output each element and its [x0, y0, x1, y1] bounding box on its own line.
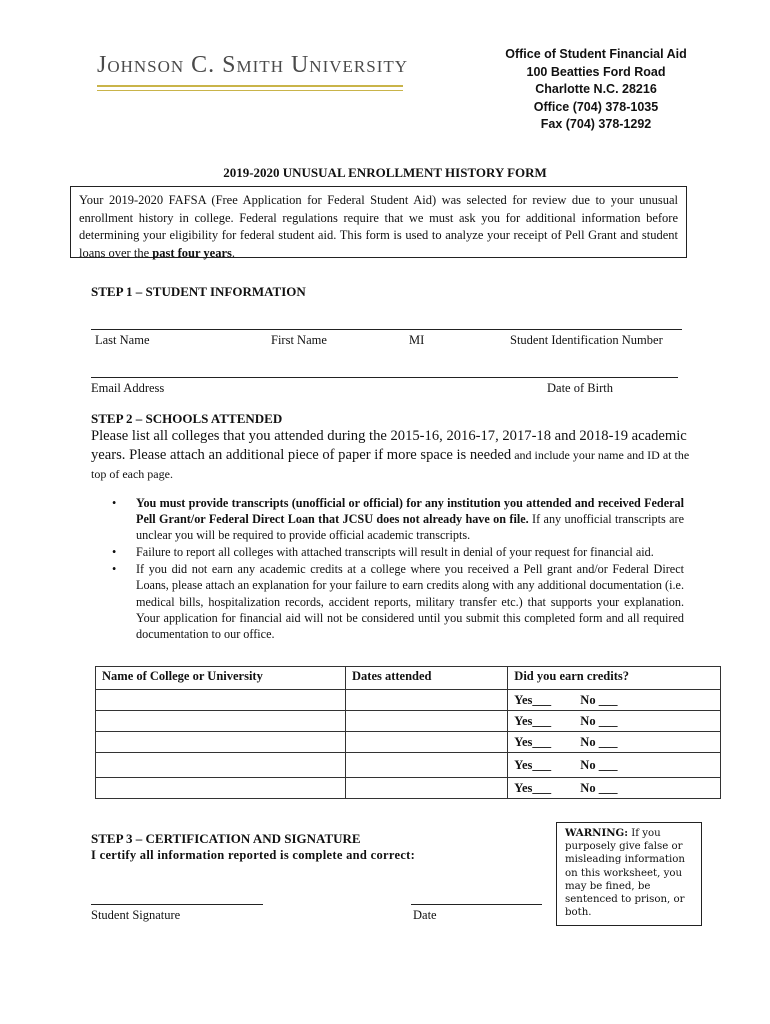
no-option[interactable]: No ___	[580, 692, 618, 707]
dates-attended-cell[interactable]	[346, 732, 508, 753]
no-option[interactable]: No ___	[580, 780, 618, 795]
college-name-cell[interactable]	[96, 711, 346, 732]
no-option[interactable]: No ___	[580, 713, 618, 728]
office-city: Charlotte N.C. 28216	[535, 82, 657, 96]
logo-text: Johnson C. Smith University	[97, 52, 409, 78]
credits-cell[interactable]	[508, 690, 721, 711]
intro-bold: past four years	[152, 245, 232, 260]
dates-attended-cell[interactable]	[346, 778, 508, 799]
college-name-cell[interactable]	[96, 732, 346, 753]
step2-instruction	[91, 427, 691, 484]
warning-box	[556, 822, 702, 926]
table-row	[96, 711, 721, 732]
col-credits-header: Did you earn credits?	[508, 667, 721, 690]
table-row	[96, 778, 721, 799]
bullet-text: If any unofficial transcripts are unclear you will be required to provide official academic transcripts.	[136, 512, 685, 543]
table-row	[96, 753, 721, 778]
first-name-label: First Name	[271, 333, 327, 347]
dates-attended-cell[interactable]	[346, 690, 508, 711]
credits-cell[interactable]	[508, 778, 721, 799]
form-title: 2019-2020 UNUSUAL ENROLLMENT HISTORY FORM	[223, 165, 547, 180]
credits-cell[interactable]	[508, 732, 721, 753]
dates-attended-cell[interactable]	[346, 711, 508, 732]
bullet-text: Failure to report all colleges with attached transcripts will result in denial of your request for financial aid.	[136, 545, 654, 560]
email-dob-line[interactable]	[91, 377, 678, 378]
step1-heading: STEP 1 – STUDENT INFORMATION	[91, 284, 306, 299]
office-name: Office of Student Financial Aid	[505, 47, 687, 61]
email-label: Email Address	[91, 381, 165, 395]
office-address-block	[496, 46, 696, 134]
list-item	[112, 544, 684, 560]
signature-label: Student Signature	[91, 908, 181, 922]
office-phone: Office (704) 378-1035	[533, 99, 659, 114]
yes-option[interactable]: Yes___	[514, 757, 552, 772]
schools-table	[95, 666, 721, 799]
credits-cell[interactable]	[508, 753, 721, 778]
col-college-header: Name of College or University	[96, 667, 346, 690]
dates-attended-cell[interactable]	[346, 753, 508, 778]
name-line[interactable]	[91, 329, 682, 330]
warning-text: If you purposely give false or misleading information on this worksheet, you may be fined, be sentenced to prison, or both.	[565, 828, 685, 919]
intro-text: Your 2019-2020 FAFSA (Free Application for Federal Student Aid) was selected for review due to your unusual enrollment history in college. Federal regulations require that we must ask you for additional information before determining your eligibility for federal student aid. This form is used to analyze your receipt of Pell Grant and student loans over the	[79, 193, 678, 260]
office-street: 100 Beatties Ford Road	[526, 64, 666, 79]
table-header-row	[96, 667, 721, 690]
university-logo	[97, 52, 407, 91]
table-row	[96, 732, 721, 753]
logo-underline-thin	[97, 90, 403, 91]
bullet-icon: •	[112, 562, 117, 577]
mi-label: MI	[409, 333, 425, 347]
no-option[interactable]: No ___	[580, 734, 618, 749]
requirements-list	[112, 495, 684, 643]
bullet-icon: •	[112, 496, 117, 510]
table-row	[96, 690, 721, 711]
signature-line[interactable]	[91, 904, 263, 905]
intro-box	[70, 186, 687, 258]
yes-option[interactable]: Yes___	[514, 692, 552, 707]
list-item	[112, 495, 684, 543]
certify-statement: I certify all information reported is complete and correct:	[91, 848, 416, 862]
student-id-label: Student Identification Number	[510, 333, 663, 347]
logo-underline	[97, 85, 403, 87]
date-line[interactable]	[411, 904, 542, 905]
last-name-label: Last Name	[95, 333, 150, 347]
yes-option[interactable]: Yes___	[514, 780, 552, 795]
step2-instruction-main: Please list all colleges that you attended during the 2015-16, 2016-17, 2017-18 and 2018-19 academic years. Please attach an additional piece of paper if more space is needed	[91, 428, 687, 463]
college-name-cell[interactable]	[96, 753, 346, 778]
office-fax: Fax (704) 378-1292	[540, 117, 652, 131]
no-option[interactable]: No ___	[580, 757, 618, 772]
yes-option[interactable]: Yes___	[514, 734, 552, 749]
date-label: Date	[413, 908, 437, 922]
step2-instruction-tail: and include your name and ID at the top of each page.	[91, 448, 690, 481]
dob-label: Date of Birth	[547, 381, 613, 395]
list-item	[112, 561, 684, 641]
bullet-bold: You must provide transcripts (unofficial or official) for any institution you attended and received Federal Pell Grant/or Federal Direct Loan that JCSU does not already have on file.	[136, 496, 684, 527]
step3-heading: STEP 3 – CERTIFICATION AND SIGNATURE	[91, 831, 361, 846]
col-dates-header: Dates attended	[346, 667, 508, 690]
yes-option[interactable]: Yes___	[514, 713, 552, 728]
bullet-icon: •	[112, 545, 117, 560]
college-name-cell[interactable]	[96, 690, 346, 711]
credits-cell[interactable]	[508, 711, 721, 732]
bullet-text: If you did not earn any academic credits at a college where you received a Pell grant and/or Federal Direct Loans, please attach an explanation for your failure to earn credits along with any additional documentation (i.e. medical bills, hospitalization records, accident reports, military transfer etc.) that supports your explanation. Your application for financial aid will not be considered until you submit this completed form and all required documentation to our office.	[136, 562, 684, 641]
intro-end: .	[231, 245, 236, 260]
college-name-cell[interactable]	[96, 778, 346, 799]
step2-heading: STEP 2 – SCHOOLS ATTENDED	[91, 411, 283, 426]
warning-label: WARNING:	[565, 827, 629, 839]
